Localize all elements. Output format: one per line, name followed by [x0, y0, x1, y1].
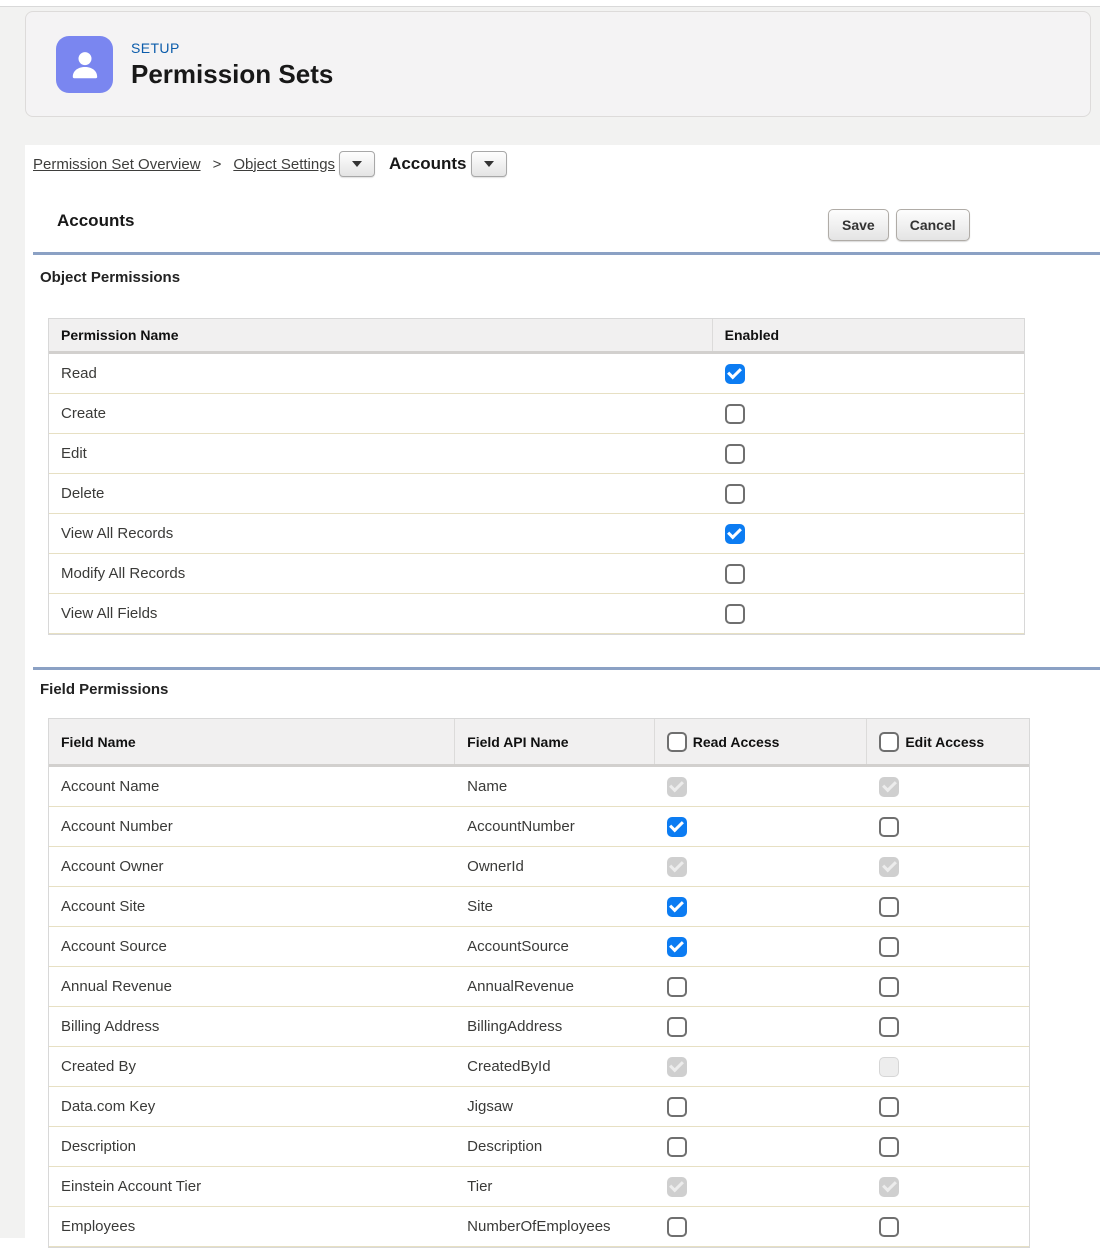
edit-access-checkbox [879, 1177, 899, 1197]
field-permissions-rows [49, 767, 1029, 1247]
edit-access-cell [867, 807, 1029, 846]
content-panel [25, 145, 1100, 1238]
enabled-cell [713, 394, 1024, 433]
table-row [49, 887, 1029, 927]
table-row [49, 1167, 1029, 1207]
edit-access-checkbox[interactable] [879, 977, 899, 997]
table-row [49, 847, 1029, 887]
field-api-name-cell: OwnerId [467, 858, 524, 875]
read-access-cell [655, 927, 868, 966]
table-row [49, 967, 1029, 1007]
check-icon [669, 1058, 684, 1073]
field-name-cell: Einstein Account Tier [61, 1178, 202, 1195]
chevron-down-icon [484, 161, 494, 167]
read-access-checkbox[interactable] [667, 817, 687, 837]
enabled-cell [713, 474, 1024, 513]
enabled-checkbox[interactable] [725, 604, 745, 624]
field-name-cell: Employees [61, 1218, 136, 1235]
page-heading: Permission Sets [131, 58, 334, 89]
column-header-permission-name: Permission Name [49, 319, 713, 351]
user-icon [66, 45, 104, 83]
check-icon [882, 858, 897, 873]
field-api-name-cell: BillingAddress [467, 1018, 563, 1035]
field-api-name-cell: Tier [467, 1178, 493, 1195]
table-row [49, 807, 1029, 847]
table-row [49, 767, 1029, 807]
edit-access-cell [867, 1007, 1029, 1046]
breadcrumb-current-object: Accounts [389, 154, 467, 173]
read-access-cell [655, 1207, 868, 1246]
column-header-enabled: Enabled [724, 327, 780, 343]
column-header-read-access [655, 719, 868, 764]
breadcrumb [33, 150, 507, 178]
object-permissions-rows [49, 354, 1024, 634]
edit-access-cell [867, 847, 1029, 886]
table-row [49, 434, 1024, 474]
setup-eyebrow: SETUP [131, 39, 180, 56]
read-access-label: Read Access [692, 733, 780, 750]
permission-name-cell: View All Records [61, 525, 174, 542]
check-icon [669, 818, 684, 833]
edit-access-cell [867, 887, 1029, 926]
permission-sets-icon [56, 36, 113, 93]
read-access-cell [655, 1047, 868, 1086]
table-row [49, 1087, 1029, 1127]
read-access-checkbox [667, 857, 687, 877]
table-row [49, 1047, 1029, 1087]
field-name-cell: Created By [61, 1058, 137, 1075]
top-divider [0, 6, 1100, 7]
breadcrumb-link-permission-set-overview[interactable]: Permission Set Overview [33, 155, 201, 173]
table-row [49, 554, 1024, 594]
field-name-cell: Description [61, 1138, 137, 1155]
read-access-cell [655, 967, 868, 1006]
read-access-checkbox[interactable] [667, 937, 687, 957]
field-name-cell: Annual Revenue [61, 978, 172, 995]
chevron-down-icon [352, 161, 362, 167]
permission-name-cell: Delete [61, 485, 105, 502]
read-access-checkbox[interactable] [667, 1217, 687, 1237]
permission-name-cell: Create [61, 405, 107, 422]
table-row [49, 927, 1029, 967]
read-access-cell [655, 847, 868, 886]
check-icon [669, 778, 684, 793]
edit-access-label: Edit Access [905, 733, 985, 750]
field-name-cell: Billing Address [61, 1018, 160, 1035]
enabled-cell [713, 354, 1024, 393]
check-icon [669, 858, 684, 873]
check-icon [669, 938, 684, 953]
read-access-cell [655, 807, 868, 846]
edit-access-cell [867, 1127, 1029, 1166]
check-icon [669, 1178, 684, 1193]
edit-access-cell [867, 1047, 1029, 1086]
edit-access-cell [867, 967, 1029, 1006]
check-icon [669, 898, 684, 913]
check-icon [882, 1178, 897, 1193]
setup-header-card [25, 11, 1091, 117]
enabled-checkbox[interactable] [725, 484, 745, 504]
table-row [49, 594, 1024, 634]
field-api-name-cell: AccountSource [467, 938, 569, 955]
field-name-cell: Account Name [61, 778, 160, 795]
field-name-cell: Account Site [61, 898, 146, 915]
edit-access-checkbox [879, 777, 899, 797]
read-access-cell [655, 1007, 868, 1046]
enabled-checkbox[interactable] [725, 404, 745, 424]
field-api-name-cell: Jigsaw [467, 1098, 514, 1115]
read-access-select-all-checkbox[interactable] [667, 732, 687, 752]
action-buttons [828, 209, 970, 241]
read-access-cell [655, 767, 868, 806]
read-access-checkbox[interactable] [667, 1017, 687, 1037]
permission-name-cell: Modify All Records [61, 565, 186, 582]
field-name-cell: Account Number [61, 818, 173, 835]
enabled-cell [713, 594, 1024, 633]
edit-access-cell [867, 1087, 1029, 1126]
object-permissions-header-row [49, 319, 1024, 354]
permission-name-cell: View All Fields [61, 605, 158, 622]
field-name-cell: Data.com Key [61, 1098, 156, 1115]
read-access-checkbox[interactable] [667, 897, 687, 917]
read-access-checkbox [667, 1177, 687, 1197]
edit-access-checkbox[interactable] [879, 937, 899, 957]
edit-access-checkbox[interactable] [879, 1217, 899, 1237]
column-header-edit-access [867, 719, 1029, 764]
enabled-cell [713, 514, 1024, 553]
enabled-cell [713, 554, 1024, 593]
read-access-cell [655, 1087, 868, 1126]
field-permissions-table [48, 718, 1030, 1248]
read-access-cell [655, 887, 868, 926]
read-access-checkbox[interactable] [667, 1137, 687, 1157]
field-name-cell: Account Source [61, 938, 167, 955]
save-button[interactable]: Save [828, 209, 889, 241]
field-name-cell: Account Owner [61, 858, 164, 875]
column-header-field-name: Field Name [49, 719, 455, 764]
setup-header-text [131, 40, 333, 89]
read-access-cell [655, 1127, 868, 1166]
enabled-cell [713, 434, 1024, 473]
check-icon [882, 778, 897, 793]
check-icon [727, 365, 742, 380]
edit-access-checkbox[interactable] [879, 817, 899, 837]
enabled-checkbox[interactable] [725, 524, 745, 544]
edit-access-cell [867, 1167, 1029, 1206]
edit-access-checkbox[interactable] [879, 1097, 899, 1117]
page-title: Accounts [57, 211, 135, 230]
permission-name-cell: Edit [61, 445, 87, 462]
table-row [49, 1007, 1029, 1047]
table-row [49, 354, 1024, 394]
read-access-checkbox [667, 1057, 687, 1077]
field-api-name-cell: CreatedById [467, 1058, 551, 1075]
edit-access-checkbox [879, 1057, 899, 1077]
breadcrumb-link-object-settings[interactable]: Object Settings [233, 155, 336, 173]
section-divider [33, 252, 1100, 255]
section-divider [33, 667, 1100, 670]
field-permissions-header-row [49, 719, 1029, 767]
read-access-checkbox [667, 777, 687, 797]
field-api-name-cell: Site [467, 898, 494, 915]
edit-access-checkbox [879, 857, 899, 877]
field-api-name-cell: AnnualRevenue [467, 978, 574, 995]
table-row [49, 394, 1024, 434]
edit-access-select-all-checkbox[interactable] [879, 732, 899, 752]
table-row [49, 514, 1024, 554]
column-header-field-api-name: Field API Name [455, 719, 655, 764]
edit-access-checkbox[interactable] [879, 897, 899, 917]
field-api-name-cell: Name [467, 778, 508, 795]
table-row [49, 474, 1024, 514]
object-permissions-section-title: Object Permissions [40, 269, 181, 286]
enabled-checkbox[interactable] [725, 444, 745, 464]
enabled-checkbox[interactable] [725, 364, 745, 384]
enabled-checkbox[interactable] [725, 564, 745, 584]
read-access-checkbox[interactable] [667, 977, 687, 997]
table-row [49, 1127, 1029, 1167]
field-api-name-cell: NumberOfEmployees [467, 1218, 611, 1235]
read-access-checkbox[interactable] [667, 1097, 687, 1117]
edit-access-checkbox[interactable] [879, 1137, 899, 1157]
edit-access-checkbox[interactable] [879, 1017, 899, 1037]
object-permissions-table [48, 318, 1025, 635]
edit-access-cell [867, 767, 1029, 806]
read-access-cell [655, 1167, 868, 1206]
permission-name-cell: Read [61, 365, 97, 382]
cancel-button[interactable]: Cancel [896, 209, 970, 241]
edit-access-cell [867, 1207, 1029, 1246]
breadcrumb-separator: > [212, 155, 222, 173]
table-row [49, 1207, 1029, 1247]
edit-access-cell [867, 927, 1029, 966]
object-settings-dropdown-button[interactable] [339, 151, 375, 177]
check-icon [727, 525, 742, 540]
accounts-dropdown-button[interactable] [471, 151, 507, 177]
field-api-name-cell: Description [467, 1138, 543, 1155]
field-permissions-section-title: Field Permissions [40, 681, 169, 698]
field-api-name-cell: AccountNumber [467, 818, 575, 835]
